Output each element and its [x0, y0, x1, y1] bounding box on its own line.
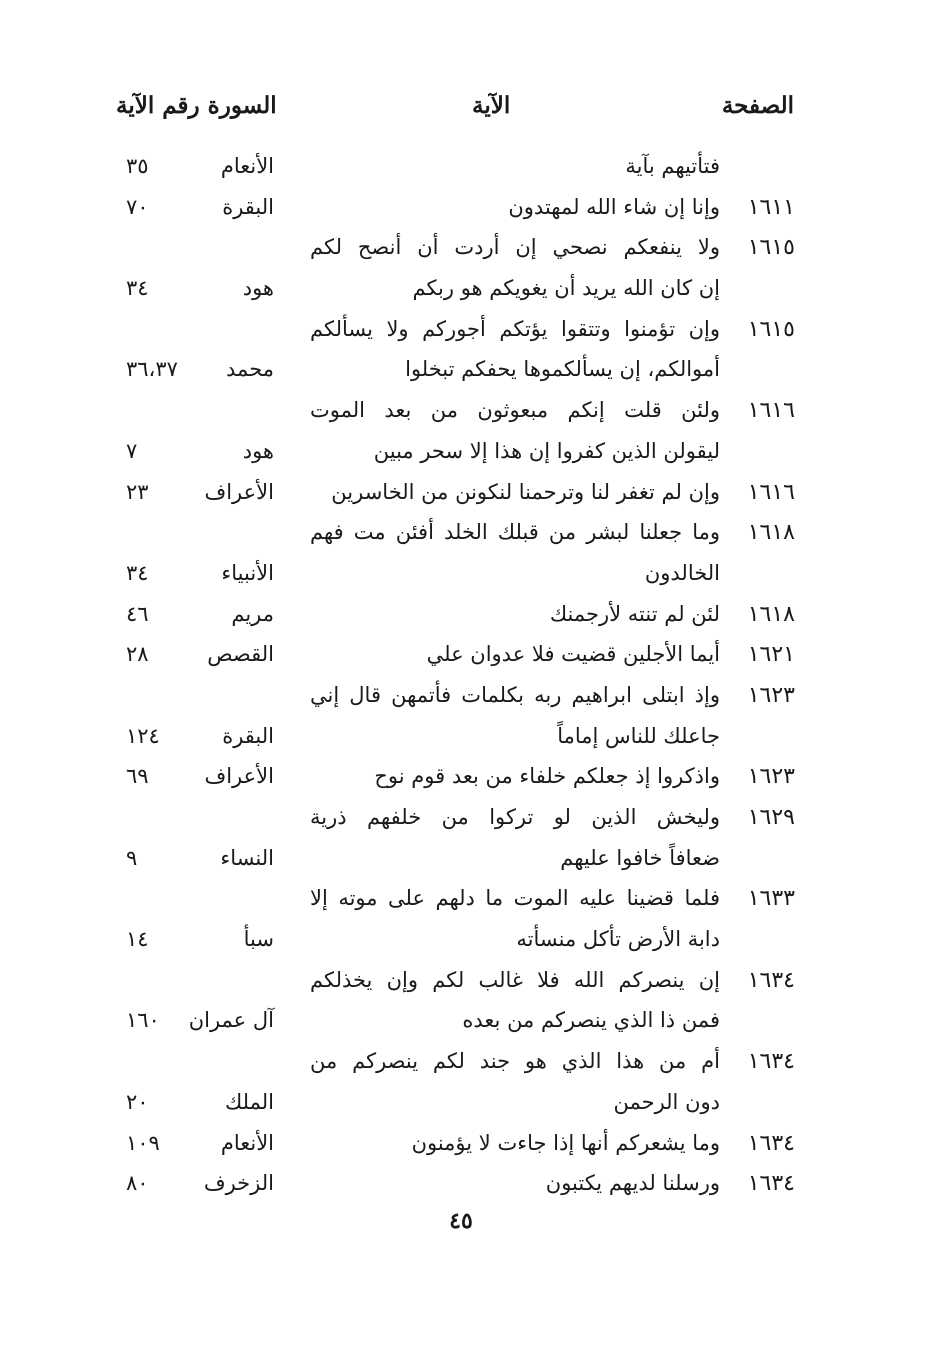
- ayah-text: أم من هذا الذي هو جند لكم ينصركم من: [310, 1049, 720, 1074]
- ayah-text: الخالدون: [644, 560, 720, 585]
- table-row-line: [0, 474, 938, 515]
- ayah-number: ٩: [126, 845, 138, 870]
- table-row: [0, 799, 938, 880]
- surah-name: الأنبياء: [221, 560, 274, 585]
- page-reference: ١٦٣٤: [747, 1130, 795, 1156]
- ayah-text: لئن لم تنته لأرجمنك: [549, 601, 720, 626]
- page-footer: [0, 1208, 938, 1234]
- index-table: [0, 148, 938, 1206]
- page-reference: ١٦٣٤: [747, 1049, 795, 1075]
- table-row-line: [0, 962, 938, 1003]
- ayah-number: ٢٠: [126, 1089, 149, 1114]
- ayah-text: وما جعلنا لبشر من قبلك الخلد أفئن مت فهم: [310, 520, 720, 545]
- table-row: [0, 1043, 938, 1124]
- surah-name: البقرة: [222, 723, 274, 748]
- surah-name: سبأ: [243, 927, 274, 952]
- table-row-line: [0, 840, 938, 881]
- table-row: [0, 962, 938, 1043]
- table-row: [0, 596, 938, 637]
- ayah-number: ٤٦: [126, 601, 149, 626]
- ayah-text: وإن لم تغفر لنا وترحمنا لنكونن من الخاسرين: [331, 479, 720, 504]
- page-reference: ١٦١٥: [747, 316, 795, 342]
- ayah-text: أموالكم، إن يسألكموها يحفكم تبخلوا: [405, 357, 720, 382]
- surah-name: الملك: [224, 1089, 274, 1114]
- ayah-number: ٢٨: [126, 642, 149, 667]
- surah-name: محمد: [226, 357, 274, 382]
- page-reference: ١٦١٦: [747, 398, 795, 424]
- table-row: [0, 148, 938, 189]
- ayah-text: وما يشعركم أنها إذا جاءت لا يؤمنون: [411, 1130, 720, 1155]
- column-header-ayah: الآية: [472, 92, 511, 119]
- ayah-text: وإذ ابتلى ابراهيم ربه بكلمات فأتمهن قال إني: [310, 682, 720, 707]
- ayah-number: ١٤: [126, 927, 149, 952]
- table-row: [0, 229, 938, 310]
- table-row-line: [0, 392, 938, 433]
- column-header-page: الصفحة: [721, 92, 794, 119]
- surah-name: الأنعام: [220, 1130, 274, 1155]
- surah-name: آل عمران: [188, 1008, 274, 1033]
- ayah-number: ١٠٩: [126, 1130, 160, 1155]
- table-row-line: [0, 148, 938, 189]
- surah-name: الأعراف: [204, 764, 274, 789]
- table-row: [0, 1125, 938, 1166]
- page-reference: ١٦٣٤: [747, 1171, 795, 1197]
- surah-name: البقرة: [222, 194, 274, 219]
- table-row-line: [0, 514, 938, 555]
- ayah-number: ٣٥: [126, 154, 149, 178]
- table-row: [0, 1165, 938, 1206]
- page-reference: ١٦٢١: [747, 642, 795, 668]
- table-row: [0, 311, 938, 392]
- table-row: [0, 514, 938, 595]
- table-row-line: [0, 636, 938, 677]
- table-row-line: [0, 758, 938, 799]
- ayah-number: ٢٣: [126, 479, 149, 504]
- table-row: [0, 677, 938, 758]
- table-row-line: [0, 718, 938, 759]
- ayah-text: وإنا إن شاء الله لمهتدون: [508, 194, 720, 219]
- ayah-text: دابة الأرض تأكل منسأته: [516, 927, 720, 952]
- ayah-text: ولئن قلت إنكم مبعوثون من بعد الموت: [310, 398, 720, 423]
- page-reference: ١٦١٨: [747, 520, 795, 546]
- page-reference: ١٦٣٣: [747, 886, 795, 912]
- table-row-line: [0, 1002, 938, 1043]
- column-header-surah-ayah: السورة رقم الآية: [116, 92, 277, 119]
- table-row-line: [0, 433, 938, 474]
- table-row-line: [0, 799, 938, 840]
- surah-name: هود: [242, 276, 274, 301]
- ayah-text: إن ينصركم الله فلا غالب لكم وإن يخذلكم: [310, 967, 720, 992]
- table-row-line: [0, 270, 938, 311]
- table-row-line: [0, 351, 938, 392]
- table-row-line: [0, 1125, 938, 1166]
- table-row-line: [0, 596, 938, 637]
- ayah-text: أيما الأجلين قضيت فلا عدوان علي: [426, 642, 720, 667]
- surah-name: الزخرف: [203, 1171, 274, 1196]
- page-number: ٤٥: [449, 1208, 473, 1234]
- ayah-text: جاعلك للناس إماماً: [557, 723, 720, 748]
- page-reference: ١٦١١: [747, 194, 795, 220]
- ayah-number: ٧: [126, 438, 138, 463]
- surah-name: مريم: [231, 601, 274, 626]
- ayah-text: فمن ذا الذي ينصركم من بعده: [462, 1008, 720, 1033]
- table-row: [0, 758, 938, 799]
- page-reference: ١٦١٦: [747, 479, 795, 505]
- surah-name: الأعراف: [204, 479, 274, 504]
- ayah-text: فتأتيهم بآية: [625, 154, 720, 178]
- table-row: [0, 636, 938, 677]
- table-row-line: [0, 1165, 938, 1206]
- table-row: [0, 474, 938, 515]
- ayah-number: ١٢٤: [126, 723, 160, 748]
- page-reference: ١٦٢٣: [747, 682, 795, 708]
- table-row-line: [0, 555, 938, 596]
- ayah-text: دون الرحمن: [613, 1089, 720, 1114]
- table-row-line: [0, 1084, 938, 1125]
- ayah-text: وليخش الذين لو تركوا من خلفهم ذرية: [310, 805, 720, 829]
- table-row: [0, 189, 938, 230]
- ayah-number: ٣٦،٣٧: [126, 357, 178, 382]
- table-row-line: [0, 229, 938, 270]
- ayah-number: ٣٤: [126, 560, 149, 585]
- page-reference: ١٦١٨: [747, 601, 795, 627]
- page-reference: ١٦١٥: [747, 235, 795, 261]
- ayah-number: ١٦٠: [126, 1008, 160, 1033]
- surah-name: هود: [242, 438, 274, 463]
- table-row-line: [0, 1043, 938, 1084]
- table-row-line: [0, 880, 938, 921]
- page-reference: ١٦٢٣: [747, 764, 795, 790]
- ayah-text: إن كان الله يريد أن يغويكم هو ربكم: [412, 276, 720, 301]
- page-reference: ١٦٣٤: [747, 967, 795, 993]
- surah-name: الأنعام: [220, 154, 274, 178]
- table-row: [0, 392, 938, 473]
- table-row-line: [0, 677, 938, 718]
- ayah-number: ٣٤: [126, 276, 149, 301]
- ayah-number: ٨٠: [126, 1171, 149, 1196]
- ayah-number: ٦٩: [126, 764, 149, 789]
- table-row-line: [0, 189, 938, 230]
- ayah-text: وإن تؤمنوا وتتقوا يؤتكم أجوركم ولا يسألكم: [310, 316, 720, 341]
- surah-name: القصص: [207, 642, 274, 667]
- ayah-text: ولا ينفعكم نصحي إن أردت أن أنصح لكم: [310, 235, 720, 260]
- table-row-line: [0, 921, 938, 962]
- table-row-line: [0, 311, 938, 352]
- ayah-number: ٧٠: [126, 194, 149, 219]
- ayah-text: فلما قضينا عليه الموت ما دلهم على موته إلا: [310, 886, 720, 911]
- ayah-text: واذكروا إذ جعلكم خلفاء من بعد قوم نوح: [374, 764, 720, 789]
- surah-name: النساء: [220, 845, 274, 870]
- ayah-text: ورسلنا لديهم يكتبون: [545, 1171, 720, 1196]
- ayah-text: ليقولن الذين كفروا إن هذا إلا سحر مبين: [373, 438, 720, 463]
- page-reference: ١٦٢٩: [747, 805, 795, 830]
- table-row: [0, 880, 938, 961]
- ayah-text: ضعافاً خافوا عليهم: [560, 845, 720, 870]
